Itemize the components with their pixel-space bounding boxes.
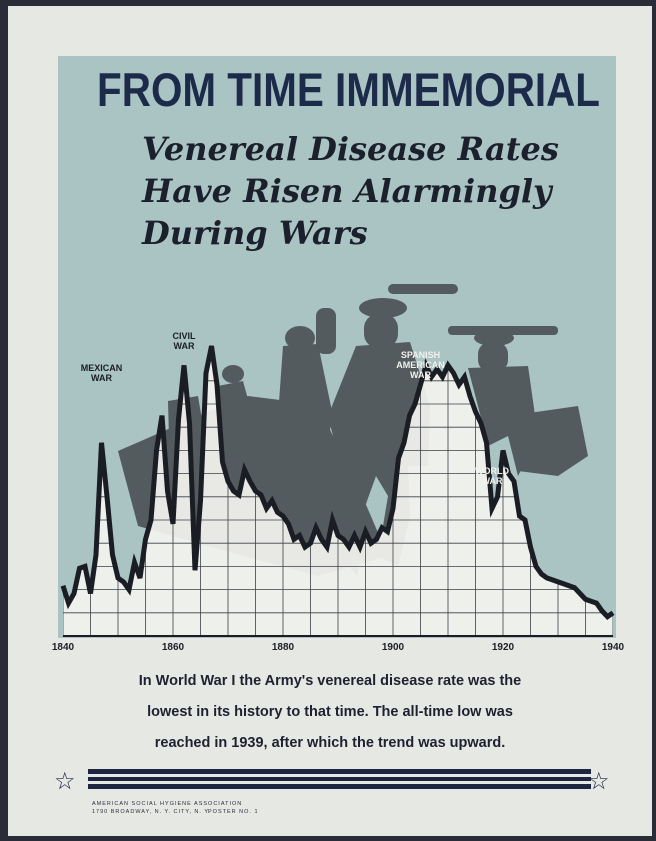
footer-stripe-1 (88, 769, 591, 774)
star-icon-left: ☆ (54, 767, 76, 795)
x-tick-label: 1880 (271, 642, 295, 653)
war-label: CIVIL WAR (172, 331, 196, 351)
x-tick-label: 1940 (601, 642, 625, 653)
footer-stripe-2 (88, 777, 591, 781)
association-name: AMERICAN SOCIAL HYGIENE ASSOCIATION (92, 801, 243, 807)
x-tick-labels (52, 642, 625, 653)
poster (8, 6, 652, 836)
x-axis (8, 632, 652, 662)
caption-line-1: In World War I the Army's venereal disease rate was the (138, 673, 522, 689)
war-label: SPANISH AMERICAN WAR (396, 350, 445, 380)
caption-line-2: lowest in its history to that time. The all-time low was (147, 704, 513, 720)
caption-text (8, 666, 652, 759)
poster-number: POSTER NO. 1 (208, 809, 259, 815)
star-icon-right: ☆ (588, 767, 610, 795)
association-address: 1790 BROADWAY, N. Y. CITY, N. Y. (92, 809, 211, 815)
x-tick-label: 1840 (51, 642, 75, 653)
x-tick-label: 1900 (381, 642, 405, 653)
subtitle-line-1: Venereal Disease Rates (142, 130, 559, 168)
war-label: MEXICAN WAR (80, 363, 123, 383)
chart-panel (58, 56, 616, 638)
war-label: WORLD WAR (475, 466, 509, 486)
footer-stripe-3 (88, 784, 591, 789)
subtitle-line-3: During Wars (142, 214, 368, 252)
subtitle-line-2: Have Risen Alarmingly (142, 172, 552, 210)
caption-line-3: reached in 1939, after which the trend was upward. (154, 735, 506, 751)
poster-headline: FROM TIME IMMEMORIAL (97, 63, 601, 116)
x-tick-label: 1860 (161, 642, 185, 653)
x-tick-label: 1920 (491, 642, 515, 653)
